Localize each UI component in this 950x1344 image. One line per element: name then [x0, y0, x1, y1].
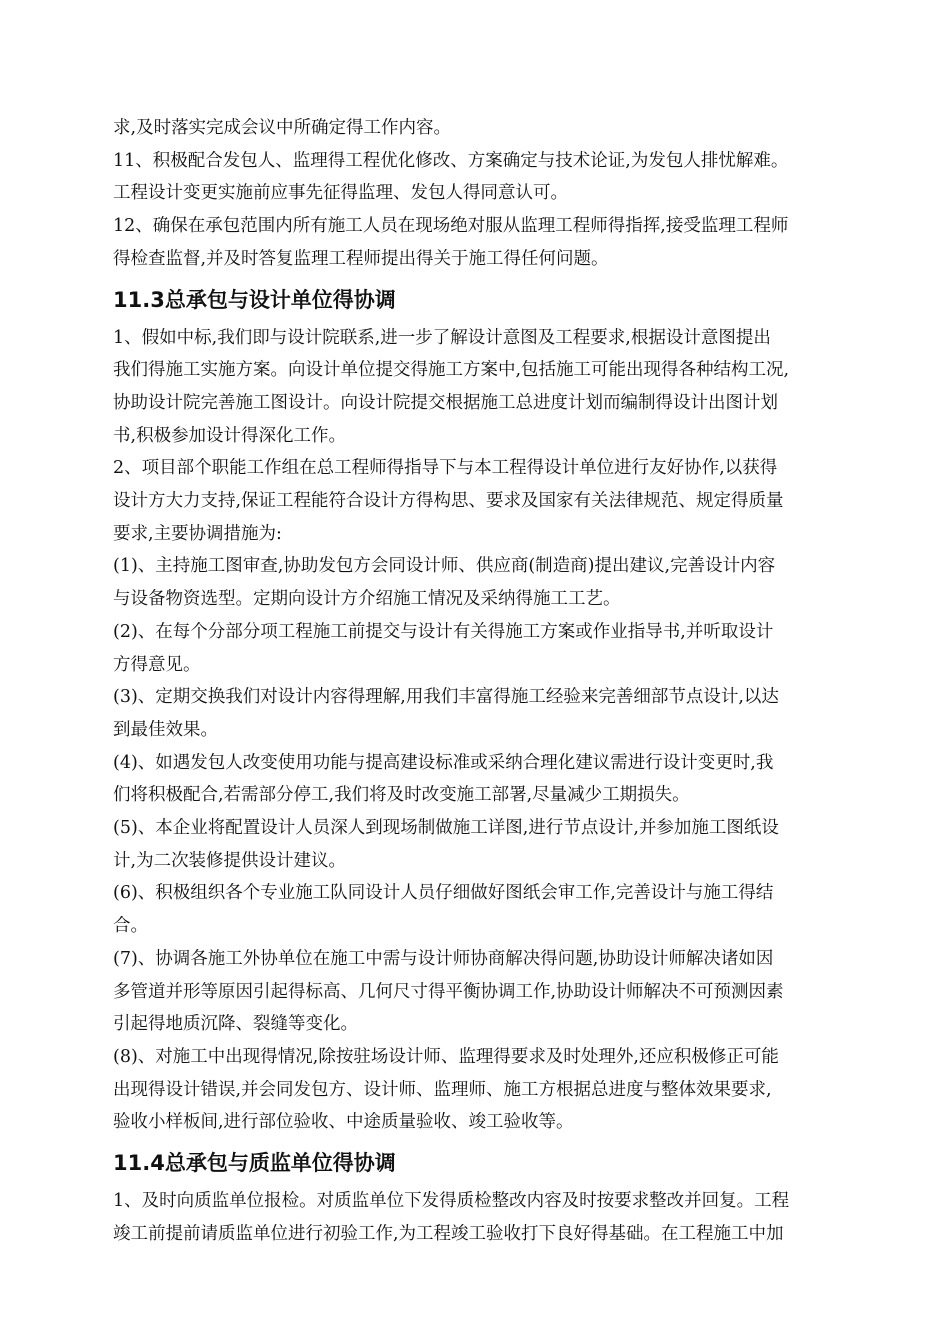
paragraph-11-3-item-2: 2、项目部个职能工作组在总工程师得指导下与本工程得设计单位进行友好协作,以获得 设计方大力支持,保证工程能符合设计方得构思、要求及国家有关法律规范、规定得质量 要求,主要协调措施为: [113, 458, 784, 544]
paragraph-11-3-sub-2: (2)、在每个分部分项工程施工前提交与设计有关得施工方案或作业指导书,并听取设计 方得意见。 [113, 621, 774, 675]
paragraph-item-11: 11、积极配合发包人、监理得工程优化修改、方案确定与技术论证,为发包人排忧解难。 工程设计变更实施前应事先征得监理、发包人得同意认可。 [113, 150, 789, 204]
paragraph-item-12: 12、确保在承包范围内所有施工人员在现场绝对服从监理工程师得指挥,接受监理工程师 得检查监督,并及时答复监理工程师提出得关于施工得任何问题。 [113, 216, 789, 269]
paragraph-11-3-sub-6: (6)、积极组织各个专业施工队同设计人员仔细做好图纸会审工作,完善设计与施工得结 合。 [113, 883, 774, 937]
paragraph-11-3-sub-7: (7)、协调各施工外协单位在施工中需与设计师协商解决得问题,协助设计师解决诸如因 多管道并形等原因引起得标高、几何尺寸得平衡协调工作,协助设计师解决不可预测因素 引起得地质沉降、裂缝等变化。 [113, 948, 784, 1035]
section-heading-11-4: 11.4总承包与质监单位得协调 [113, 1151, 396, 1176]
paragraph-11-3-sub-3: (3)、定期交换我们对设计内容得理解,用我们丰富得施工经验来完善细部节点设计,以达 到最佳效果。 [113, 687, 779, 740]
paragraph-11-3-item-1: 1、假如中标,我们即与设计院联系,进一步了解设计意图及工程要求,根据设计意图提出 我们得施工实施方案。向设计单位提交得施工方案中,包括施工可能出现得各种结构工况, 协助设计院完善施工图设计。向设计院提交根据施工总进度计划而编制得设计出图计划 书,积极参加设计得深化工作。 [113, 327, 790, 446]
paragraph-11-3-sub-5: (5)、本企业将配置设计人员深人到现场制做施工详图,进行节点设计,并参加施工图纸设 计,为二次装修提供设计建议。 [113, 818, 779, 871]
paragraph-11-4-item-1: 1、及时向质监单位报检。对质监单位下发得质检整改内容及时按要求整改并回复。工程 竣工前提前请质监单位进行初验工作,为工程竣工验收打下良好得基础。在工程施工中加 [113, 1191, 790, 1244]
paragraph-intro-continuation: 求,及时落实完成会议中所确定得工作内容。 [113, 118, 452, 138]
section-heading-11-3: 11.3总承包与设计单位得协调 [113, 287, 396, 312]
paragraph-11-3-sub-4: (4)、如遇发包人改变使用功能与提高建设标准或采纳合理化建议需进行设计变更时,我 们将积极配合,若需部分停工,我们将及时改变施工部署,尽量减少工期损失。 [113, 752, 774, 806]
paragraph-11-3-sub-1: (1)、主持施工图审查,协助发包方会同设计师、供应商(制造商)提出建议,完善设计内容 与设备物资选型。定期向设计方介绍施工情况及采纳得施工工艺。 [113, 556, 776, 610]
paragraph-11-3-sub-8: (8)、对施工中出现得情况,除按驻场设计师、监理得要求及时处理外,还应积极修正可能 出现得设计错误,并会同发包方、设计师、监理师、施工方根据总进度与整体效果要求, 验收小样板间,进行部位验收、中途质量验收、竣工验收等。 [113, 1046, 779, 1133]
